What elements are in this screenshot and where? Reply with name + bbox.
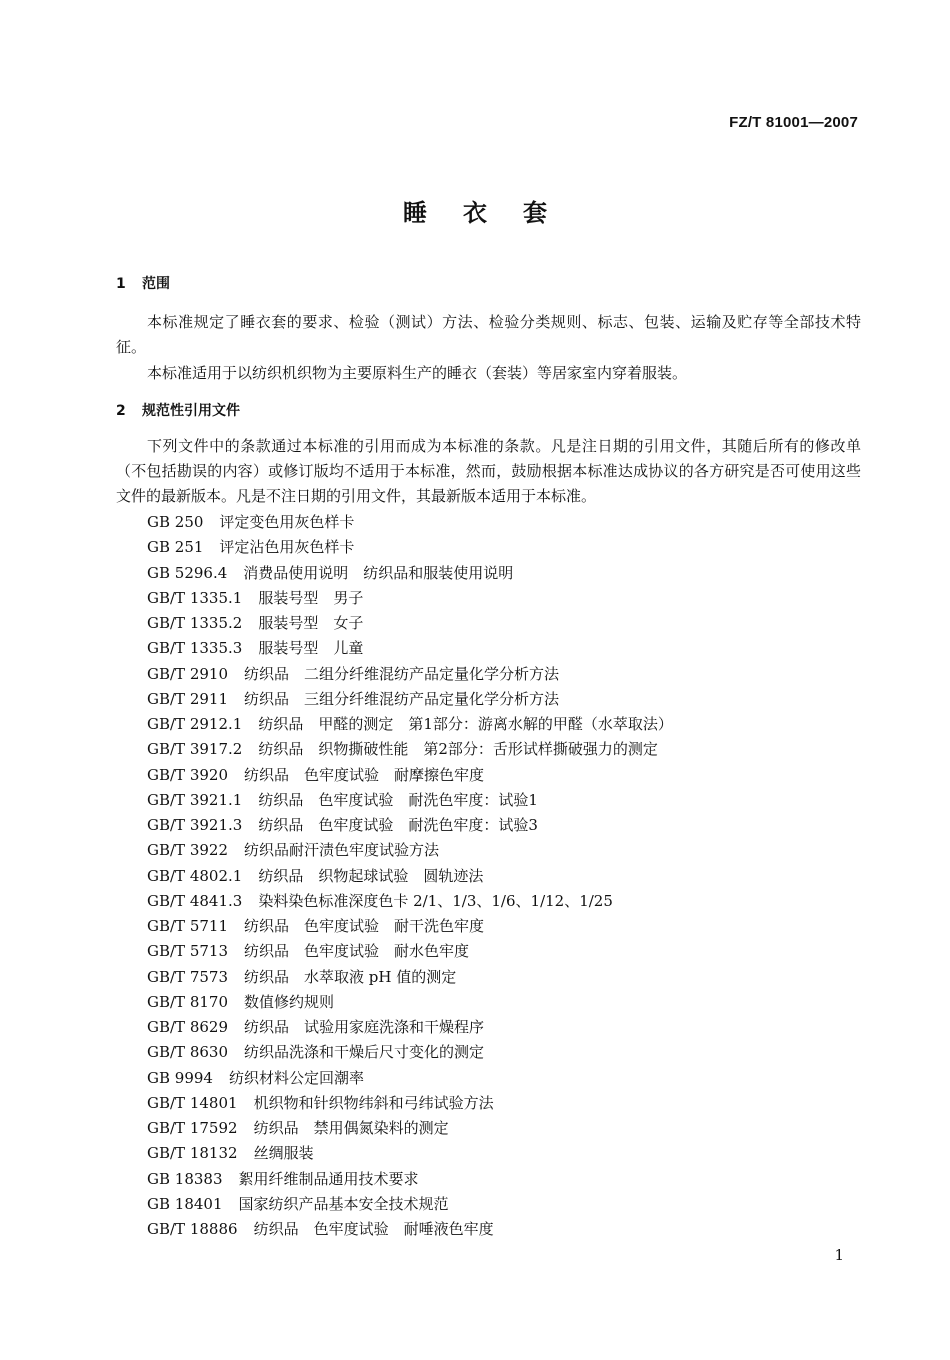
reference-title: 纺织品 色牢度试验 耐水色牢度 — [244, 942, 470, 961]
reference-item — [147, 561, 673, 586]
reference-title: 纺织品 二组分纤维混纺产品定量化学分析方法 — [244, 664, 560, 683]
reference-title: 纺织品 色牢度试验 耐洗色牢度：试验1 — [258, 790, 538, 809]
reference-item — [147, 1091, 673, 1116]
reference-title: 纺织品耐汗渍色牢度试验方法 — [244, 841, 440, 860]
reference-item — [147, 1192, 673, 1217]
reference-code: GB 18383 — [147, 1169, 223, 1188]
section-2-paragraph-1: 下列文件中的条款通过本标准的引用而成为本标准的条款。凡是注日期的引用文件，其随后所有的修改单（不包括勘误的内容）或修订版均不适用于本标准，然而，鼓励根据本标准达成协议的各方研究是否可使用这些文件的最新版本。凡是不注日期的引用文件，其最新版本适用于本标准。 — [116, 437, 861, 505]
reference-item — [147, 1015, 673, 1040]
reference-title: 服装号型 女子 — [258, 614, 364, 632]
reference-title: 数值修约规则 — [244, 992, 335, 1011]
reference-code: GB 250 — [147, 513, 204, 531]
reference-title: 纺织品 水萃取液 pH 值的测定 — [244, 967, 457, 986]
reference-code: GB/T 2911 — [147, 689, 229, 708]
reference-code: GB 18401 — [147, 1194, 223, 1213]
reference-title: 丝绸服装 — [253, 1144, 314, 1163]
reference-code: GB/T 5713 — [147, 942, 229, 961]
section-title: 规范性引用文件 — [142, 403, 240, 419]
reference-item — [147, 1141, 673, 1166]
reference-title: 纺织品 甲醛的测定 第1部分：游离水解的甲醛（水萃取法） — [258, 715, 673, 733]
reference-title: 纺织品 色牢度试验 耐干洗色牢度 — [244, 917, 485, 935]
reference-title: 纺织品 色牢度试验 耐摩擦色牢度 — [244, 765, 485, 784]
section-title: 范围 — [142, 276, 170, 292]
reference-code: GB/T 14801 — [147, 1093, 238, 1112]
reference-title: 絮用纤维制品通用技术要求 — [238, 1169, 419, 1188]
reference-code: GB/T 5711 — [147, 917, 229, 935]
reference-title: 纺织品洗涤和干燥后尺寸变化的测定 — [244, 1043, 485, 1062]
reference-code: GB/T 3917.2 — [147, 740, 243, 759]
reference-title: 国家纺织产品基本安全技术规范 — [238, 1194, 449, 1213]
reference-code: GB/T 3921.3 — [147, 816, 243, 834]
reference-item — [147, 737, 673, 762]
reference-item — [147, 1167, 673, 1192]
section-1-paragraph-1: 本标准规定了睡衣套的要求、检验（测试）方法、检验分类规则、标志、包装、运输及贮存等全部技术特征。 — [116, 313, 861, 356]
reference-code: GB/T 3922 — [147, 841, 229, 860]
reference-item — [147, 1116, 673, 1141]
reference-item — [147, 510, 673, 535]
reference-title: 机织物和针织物纬斜和弓纬试验方法 — [253, 1093, 494, 1112]
reference-list — [147, 510, 673, 1242]
reference-title: 纺织品 织物起球试验 圆轨迹法 — [258, 866, 484, 885]
reference-title: 纺织品 色牢度试验 耐唾液色牢度 — [253, 1220, 494, 1238]
reference-title: 服装号型 儿童 — [258, 639, 364, 658]
standard-code: FZ/T 81001—2007 — [729, 114, 858, 131]
reference-item — [147, 813, 673, 838]
reference-item — [147, 712, 673, 737]
reference-code: GB/T 3921.1 — [147, 790, 243, 809]
section-1-paragraph-2: 本标准适用于以纺织机织物为主要原料生产的睡衣（套装）等居家室内穿着服装。 — [147, 364, 688, 382]
reference-title: 纺织品 禁用偶氮染料的测定 — [253, 1119, 449, 1137]
reference-title: 纺织品 三组分纤维混纺产品定量化学分析方法 — [244, 689, 560, 708]
reference-item — [147, 965, 673, 990]
reference-item — [147, 763, 673, 788]
reference-code: GB/T 18132 — [147, 1144, 238, 1163]
reference-item — [147, 1040, 673, 1065]
reference-title: 消费品使用说明 纺织品和服装使用说明 — [243, 563, 514, 582]
reference-title: 服装号型 男子 — [258, 588, 364, 607]
reference-item — [147, 864, 673, 889]
section-1-heading — [116, 273, 170, 293]
reference-code: GB 9994 — [147, 1068, 213, 1087]
reference-code: GB/T 18886 — [147, 1220, 238, 1238]
reference-code: GB/T 7573 — [147, 967, 229, 986]
reference-item — [147, 788, 673, 813]
reference-item — [147, 990, 673, 1015]
reference-title: 纺织品 试验用家庭洗涤和干燥程序 — [244, 1018, 485, 1036]
reference-item — [147, 838, 673, 863]
reference-code: GB/T 1335.1 — [147, 588, 243, 607]
reference-item — [147, 611, 673, 636]
reference-item — [147, 1066, 673, 1091]
reference-item — [147, 1217, 673, 1242]
section-number: 1 — [116, 276, 126, 292]
section-2-heading — [116, 400, 240, 420]
reference-item — [147, 914, 673, 939]
reference-title: 评定变色用灰色样卡 — [219, 513, 355, 531]
reference-code: GB/T 2912.1 — [147, 715, 243, 733]
reference-code: GB/T 2910 — [147, 664, 229, 683]
reference-item — [147, 939, 673, 964]
reference-code: GB/T 4802.1 — [147, 866, 243, 885]
reference-code: GB/T 8629 — [147, 1018, 229, 1036]
reference-item — [147, 636, 673, 661]
page-number: 1 — [834, 1246, 844, 1264]
reference-item — [147, 586, 673, 611]
reference-title: 纺织品 织物撕破性能 第2部分：舌形试样撕破强力的测定 — [258, 740, 658, 759]
reference-title: 纺织品 色牢度试验 耐洗色牢度：试验3 — [258, 816, 538, 834]
reference-code: GB/T 1335.3 — [147, 639, 243, 658]
reference-title: 评定沾色用灰色样卡 — [219, 538, 355, 557]
reference-code: GB/T 17592 — [147, 1119, 238, 1137]
reference-item — [147, 889, 673, 914]
reference-item — [147, 687, 673, 712]
section-number: 2 — [116, 403, 126, 419]
reference-title: 纺织材料公定回潮率 — [228, 1068, 364, 1087]
reference-item — [147, 535, 673, 560]
reference-item — [147, 662, 673, 687]
reference-code: GB 5296.4 — [147, 563, 228, 582]
reference-code: GB 251 — [147, 538, 204, 557]
reference-title: 染料染色标准深度色卡 2/1、1/3、1/6、1/12、1/25 — [258, 891, 613, 910]
reference-code: GB/T 1335.2 — [147, 614, 243, 632]
reference-code: GB/T 3920 — [147, 765, 229, 784]
reference-code: GB/T 8630 — [147, 1043, 229, 1062]
document-title: 睡衣套 — [403, 198, 583, 227]
reference-code: GB/T 8170 — [147, 992, 229, 1011]
reference-code: GB/T 4841.3 — [147, 891, 243, 910]
